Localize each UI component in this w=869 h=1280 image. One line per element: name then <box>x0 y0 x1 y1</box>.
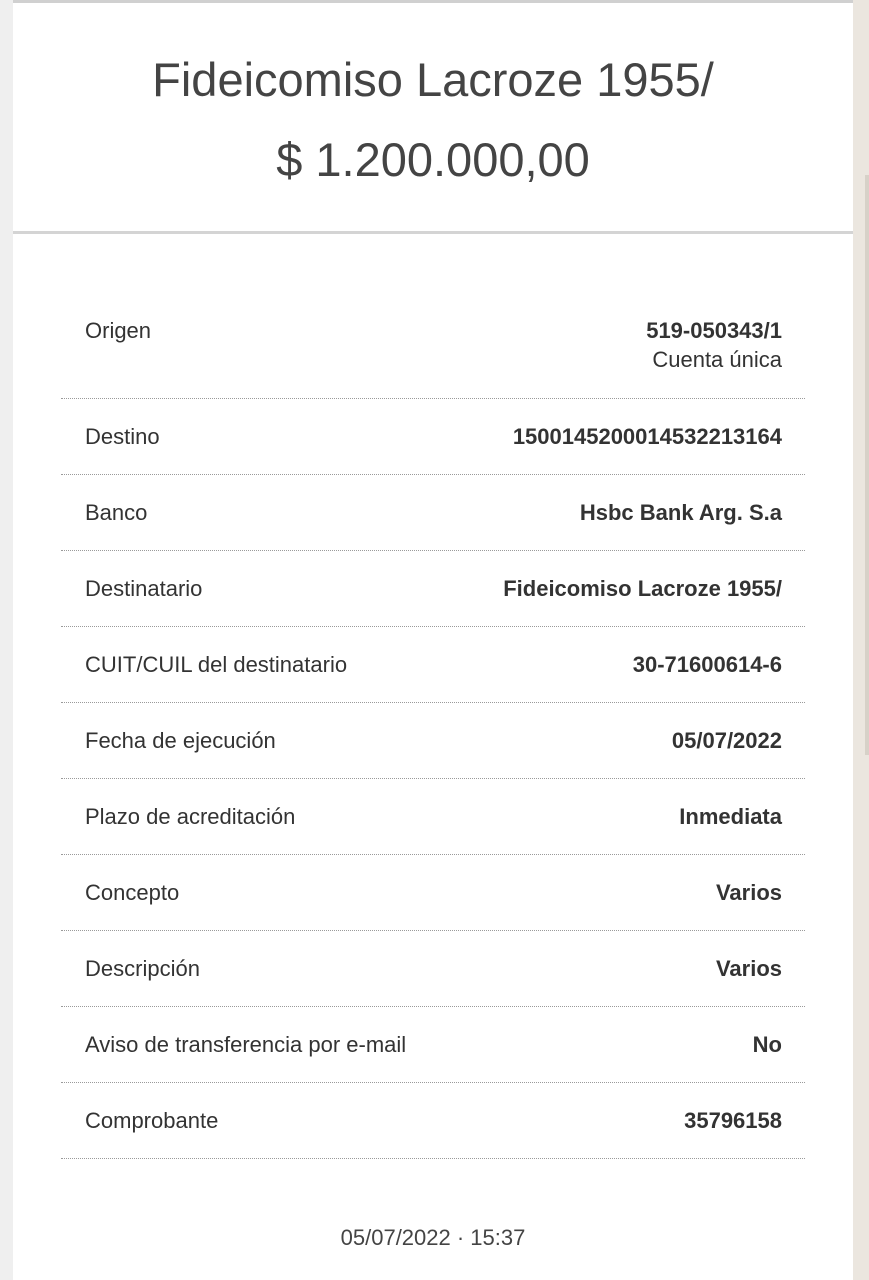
detail-value: Varios <box>715 880 782 905</box>
detail-value: 30-71600614-6 <box>632 652 782 677</box>
detail-value: 1500145200014532213164 <box>512 424 782 449</box>
left-edge <box>0 0 13 1280</box>
detail-label: Origen <box>85 318 152 343</box>
detail-row-descripcion <box>61 931 805 1007</box>
detail-label: Comprobante <box>85 1108 219 1133</box>
detail-row-cuit <box>61 627 805 703</box>
detail-row-comprobante <box>61 1083 805 1159</box>
detail-value: Fideicomiso Lacroze 1955/ <box>503 576 782 601</box>
right-edge <box>853 0 869 1280</box>
receipt-header <box>13 3 853 234</box>
detail-list <box>61 293 805 1159</box>
detail-label: Aviso de transferencia por e-mail <box>85 1032 407 1057</box>
detail-row-origen <box>61 293 805 399</box>
detail-value: Inmediata <box>679 804 782 829</box>
receipt-timestamp: 05/07/2022 · 15:37 <box>340 1225 526 1250</box>
detail-label: Destino <box>85 424 160 449</box>
detail-value <box>646 317 782 375</box>
detail-row-aviso <box>61 1007 805 1083</box>
detail-label: CUIT/CUIL del destinatario <box>85 652 348 677</box>
detail-row-banco <box>61 475 805 551</box>
detail-label: Descripción <box>85 956 200 981</box>
detail-row-destino <box>61 399 805 475</box>
detail-row-concepto <box>61 855 805 931</box>
recipient-title: Fideicomiso Lacroze 1955/ <box>152 53 714 106</box>
detail-label: Concepto <box>85 880 180 905</box>
detail-label: Destinatario <box>85 576 203 601</box>
detail-value: Hsbc Bank Arg. S.a <box>579 500 782 525</box>
transfer-receipt-card <box>13 0 853 1280</box>
detail-row-destinatario <box>61 551 805 627</box>
detail-label: Fecha de ejecución <box>85 728 276 753</box>
transfer-amount: $ 1.200.000,00 <box>276 133 590 186</box>
detail-label: Banco <box>85 500 148 525</box>
origin-account-type: Cuenta única <box>652 347 782 372</box>
detail-row-fecha <box>61 703 805 779</box>
detail-value: 35796158 <box>684 1108 782 1133</box>
detail-value: 05/07/2022 <box>671 728 782 753</box>
origin-account-number: 519-050343/1 <box>646 318 782 343</box>
detail-label: Plazo de acreditación <box>85 804 296 829</box>
scrollbar[interactable] <box>865 175 869 755</box>
detail-value: No <box>752 1032 782 1057</box>
detail-value: Varios <box>715 956 782 981</box>
detail-row-plazo <box>61 779 805 855</box>
